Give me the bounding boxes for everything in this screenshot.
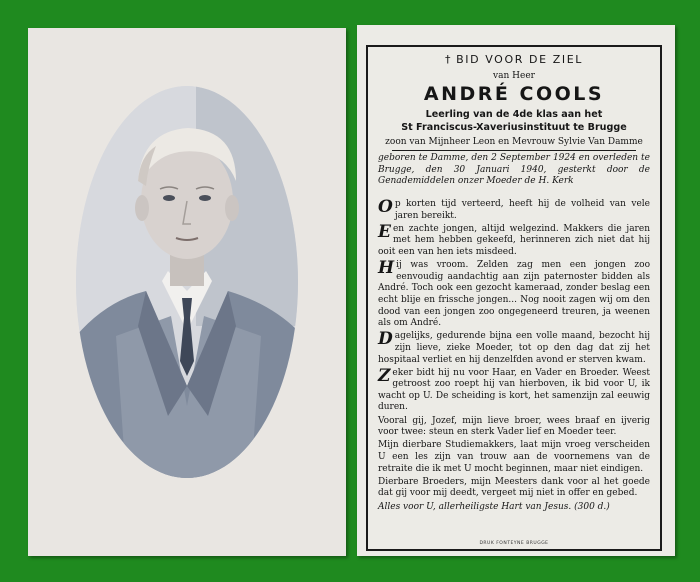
drop-cap: H bbox=[378, 258, 395, 279]
paragraph-1 bbox=[378, 199, 650, 222]
closing-prayer: Alles voor U, allerheiligste Hart van Jesus. (300 d.) bbox=[378, 501, 610, 512]
birth-death-text: geboren te Damme, den 2 September 1924 en overleden te Brugge, den 30 Januari 1940, gesterkt door de Genademiddelen onzer Moeder de H. Kerk bbox=[378, 153, 650, 187]
paragraph-4 bbox=[378, 331, 650, 366]
vooral-paragraph: Vooral gij, Jozef, mijn lieve broer, wees braaf en ijverig voor twee: steun en sterk Vader lief en Moeder teer. bbox=[378, 415, 650, 438]
drop-cap: O bbox=[378, 197, 393, 217]
drop-cap: Z bbox=[378, 365, 391, 386]
drop-cap: E bbox=[378, 221, 391, 242]
parents-line: zoon van Mijnheer Leon en Mevrouw Sylvie Van Damme bbox=[385, 137, 643, 147]
paragraph-text: agelijks, gedurende bijna een volle maand, bezocht hij zijn lieve, zieke Moeder, tot op den dag dat zij het hospitaal verliet en hij denzelfden avond er sterven kwam. bbox=[378, 331, 650, 365]
deceased-name: ANDRÉ COOLS bbox=[423, 83, 605, 105]
studiemakkers-paragraph: Mijn dierbare Studiemakkers, laat mijn vroeg verscheiden U een les zijn van trouw aan de voornemens van de retraite die ik met U mocht beginnen, maar niet eindigen. bbox=[378, 440, 650, 474]
van-heer: van Heer bbox=[493, 71, 535, 81]
divider bbox=[392, 150, 636, 151]
cross-icon: † bbox=[444, 53, 453, 66]
body-text bbox=[378, 199, 650, 515]
broeders-paragraph: Dierbare Broeders, mijn Meesters dank voor al het goede dat gij voor mij deedt, vergeet mij niet in offer en gebed. bbox=[378, 476, 650, 499]
card-frame bbox=[366, 45, 662, 551]
portrait-illustration bbox=[76, 86, 298, 478]
photo-card bbox=[28, 28, 346, 556]
memorial-card bbox=[357, 25, 675, 556]
paragraph-text: p korten tijd verteerd, heeft hij de volheid van vele jaren bereikt. bbox=[394, 199, 650, 221]
header-text: BID VOOR DE ZIEL bbox=[456, 53, 584, 66]
prayer-header bbox=[378, 53, 650, 66]
student-line: Leerling van de 4de klas aan het bbox=[425, 109, 603, 120]
paragraph-text: eker bidt hij nu voor Haar, en Vader en Broeder. Weest getroost zoo roept hij van hierboven, ik bid voor U, ik wacht op U. De scheiding is kort, het samenzijn zal eeuwig duren. bbox=[378, 367, 650, 413]
paragraph-5 bbox=[378, 365, 650, 414]
paragraph-text: en zachte jongen, altijd welgezind. Makkers die jaren met hem hebben gekeefd, herinneren zich niet dat hij ooit een van hen iets misdeed. bbox=[378, 223, 650, 257]
portrait-photo bbox=[76, 86, 298, 478]
paragraph-3 bbox=[378, 260, 650, 330]
paragraph-2 bbox=[378, 221, 650, 259]
paragraph-text: ij was vroom. Zelden zag men een jongen zoo eenvoudig aandachtig aan zijn paternoster bidden als André. Toch ook een gezocht kameraad, zonder beslag een echt blije en frissche jongen... Nog nooit zagen wij om den dood van een jongen zoo ongegeneerd treuren, ja weenen als om André. bbox=[378, 260, 650, 329]
institute-line: St Franciscus-Xaveriusinstituut te Brugge bbox=[401, 122, 627, 133]
drop-cap: D bbox=[378, 329, 393, 350]
printer-mark: DRUK FONTEYNE BRUGGE bbox=[479, 541, 549, 546]
